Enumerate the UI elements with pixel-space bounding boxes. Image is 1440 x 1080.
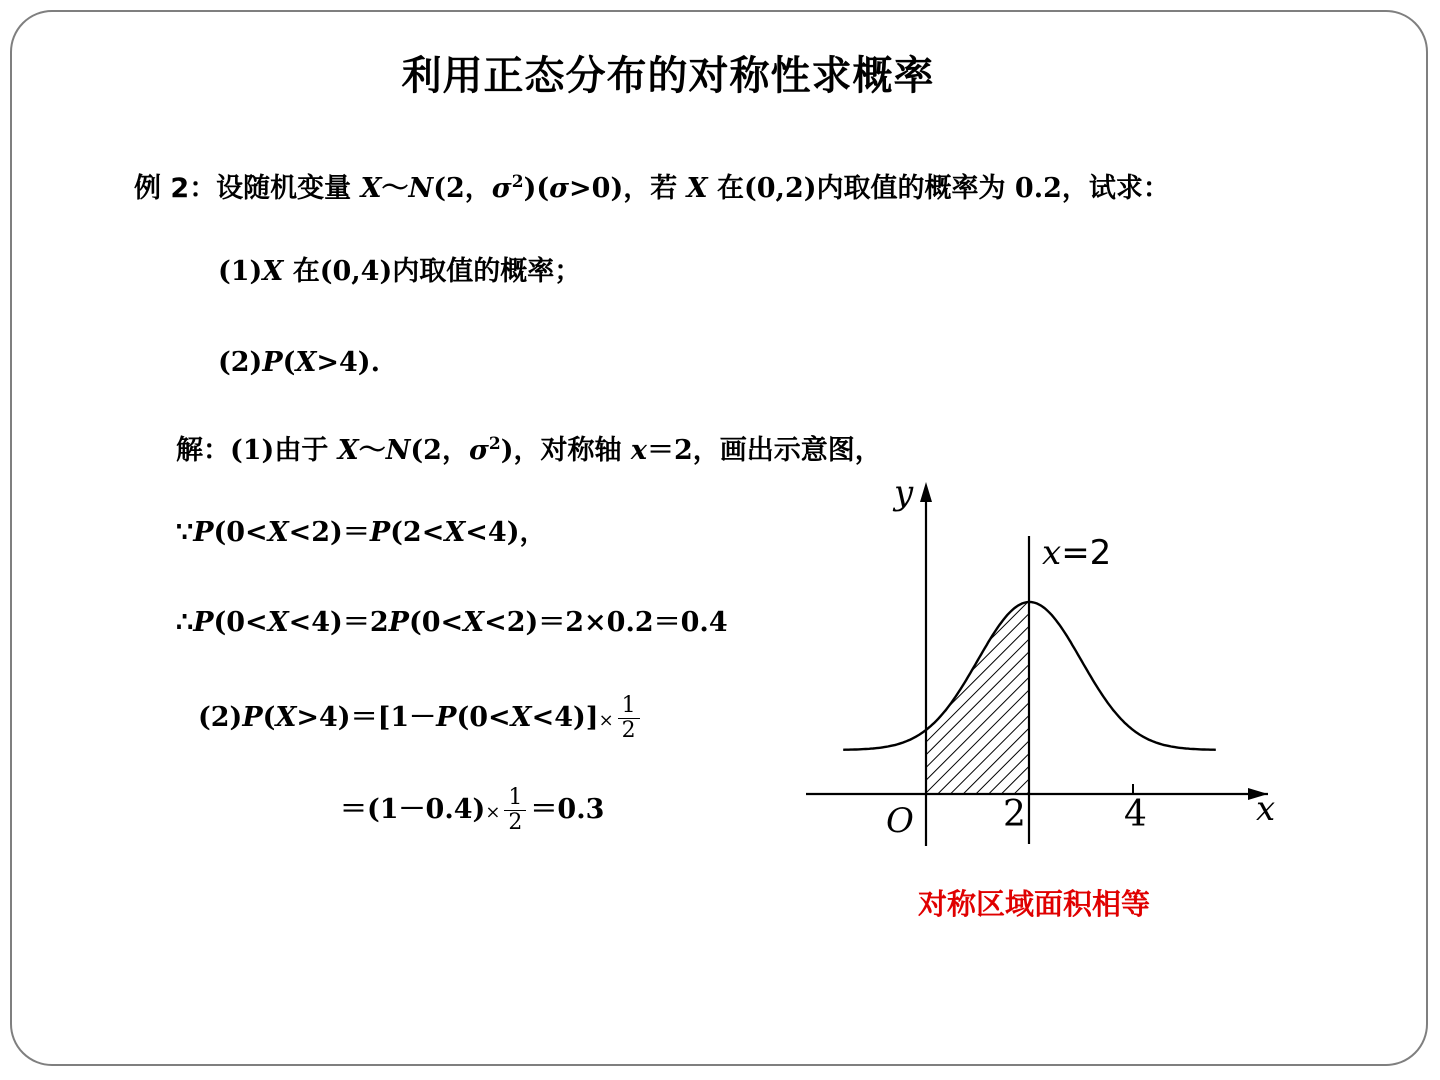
- because-line: ∵P(0<X<2)＝P(2<X<4)，: [176, 517, 547, 548]
- example-statement: 例 2：设随机变量 X～N(2，$\sigma^2)(\sigma>0)$，若 X 在(0,2)内取值的概率为 0.2，试求：: [134, 172, 1170, 204]
- shaded-region: [926, 602, 1030, 794]
- y-axis-arrow: [920, 482, 932, 502]
- because-symbol: ∵: [176, 517, 194, 548]
- solution-2-result: ＝(1－0.4)× $\frac{1}{2}$ ＝0.3: [340, 785, 605, 835]
- solution-2-line: (2)P(X>4)＝[1－P(0<X<4)]× $\frac{1}{2}$: [198, 694, 644, 743]
- therefore-symbol: ∴: [176, 607, 194, 638]
- solution-1-intro: 解：(1)由于 X～N(2，$\sigma^2$)，对称轴 x＝2，画出示意图，: [176, 434, 882, 466]
- symmetry-axis-label: x=2: [1042, 533, 1112, 573]
- x-axis-label: x: [1256, 789, 1276, 829]
- question-2: (2)P(X>4).: [218, 347, 380, 378]
- y-axis-label: y: [894, 473, 914, 513]
- tick-label-2: 2: [1003, 794, 1026, 835]
- example-label: 例 2: [134, 173, 190, 204]
- fraction-half: $\frac{1}{2}$: [618, 694, 640, 743]
- fraction-half: $\frac{1}{2}$: [504, 786, 526, 835]
- slide-title: 利用正态分布的对称性求概率: [401, 53, 935, 99]
- question-1: (1)X 在(0,4)内取值的概率；: [218, 256, 582, 287]
- tick-label-4: 4: [1124, 794, 1147, 835]
- therefore-line: ∴P(0<X<4)＝2P(0<X<2)＝2×0.2＝0.4: [176, 607, 728, 638]
- origin-label: O: [886, 801, 914, 841]
- caption-equal-areas: 对称区域面积相等: [918, 887, 1151, 921]
